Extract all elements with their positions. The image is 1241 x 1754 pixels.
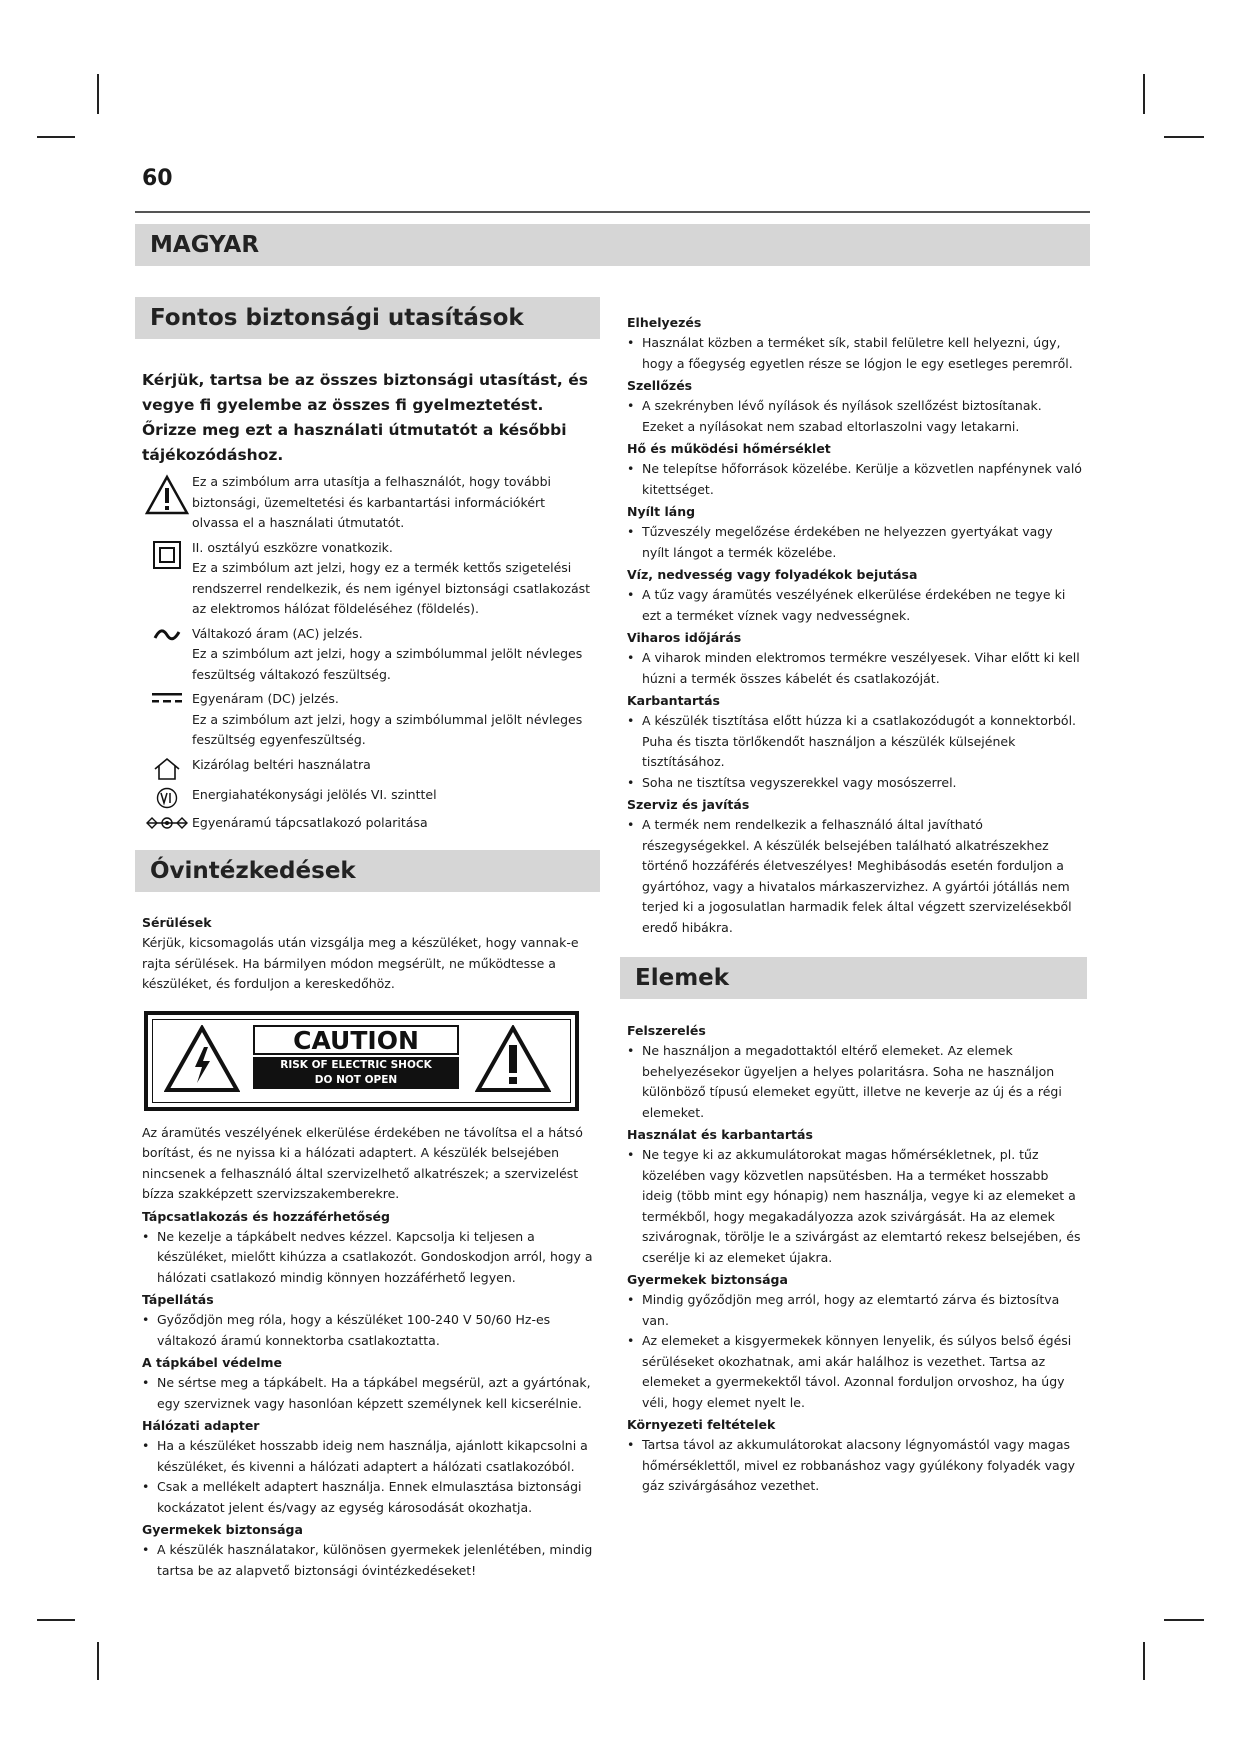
symbol-text: Ez a szimbólum azt jelzi, hogy a szimbólummal jelölt névleges feszültség egyenfeszültség. [192, 711, 583, 747]
symbol-row [142, 785, 595, 809]
header-rule [135, 211, 1090, 213]
symbol-text: II. osztályú eszközre vonatkozik. [192, 539, 393, 555]
caution-subtext [253, 1057, 459, 1089]
bullet-item: • Soha ne tisztítsa vegyszerekkel vagy mosószerrel. [627, 773, 1082, 794]
bullet-item: • A tűz vagy áramütés veszélyének elkerülése érdekében ne tegye ki ezt a terméket víznek vagy nedvességnek. [627, 585, 1082, 626]
symbol-text: Egyenáram (DC) jelzés. [192, 691, 339, 706]
bullet-item: • A termék nem rendelkezik a felhasználó által javítható részegységekkel. A készülék belsejében található alkatrészekhez történő hozzáférés életveszélyes! Meghibásodás esetén forduljon a gyártóhoz, vagy a hivatalos márkaszervizhez. A gyártói jótállás nem terjed ki a jogosulatlan harmadik felek által végzett szervizelésekből eredő hibákra. [627, 815, 1082, 938]
symbol-text: Egyenáramú tápcsatlakozó polaritása [192, 814, 428, 830]
subheading: Gyermekek biztonsága [627, 1272, 788, 1287]
symbol-row [142, 472, 595, 534]
paragraph: Az áramütés veszélyének elkerülése érdekében ne távolítsa el a hátsó borítást, és ne nyissa ki a hálózati adaptert. A készülék belsejében nincsenek a felhasználó által szervizelhető alkatrészek; a szervizelést bízza szakképzett szervizszakemberekre. [142, 1124, 583, 1201]
bullet-item: • Ne használjon a megadottaktól eltérő elemeket. Az elemek behelyezésekor ügyeljen a helyes polaritásra. Soha ne használjon különböző típusú elemeket együtt, illetve ne keverje az új és a régi elemeket. [627, 1041, 1082, 1123]
crop-mark [97, 74, 99, 114]
bullet-item: • A szekrényben lévő nyílások és nyílások szellőzést biztosítanak. Ezeket a nyílásokat nem szabad eltorlaszolni vagy letakarni. [627, 396, 1082, 437]
dc-symbol-icon [142, 689, 192, 705]
crop-mark [1164, 136, 1204, 138]
language-header: MAGYAR [135, 224, 1090, 266]
lightning-warning-icon [164, 1025, 240, 1093]
warning-triangle-icon [142, 472, 192, 516]
bullet-item: • Ne sértse meg a tápkábelt. Ha a tápkábel megsérül, azt a gyártónak, egy szerviznek vagy hasonlóan képzett személynek kell kicserélnie. [142, 1373, 595, 1414]
section-title-safety: Fontos biztonsági utasítások [135, 297, 600, 339]
left-column [142, 297, 595, 1581]
symbol-row [142, 689, 595, 751]
bullet-item: • A készülék tisztítása előtt húzza ki a csatlakozódugót a konnektorból. Puha és tiszta törlőkendőt használjon a készülék külsejének tisztításához. [627, 711, 1082, 773]
subheading: A tápkábel védelme [142, 1355, 283, 1370]
subheading: Tápellátás [142, 1292, 214, 1307]
subheading: Szellőzés [627, 378, 693, 393]
subheading: Tápcsatlakozás és hozzáférhetőség [142, 1208, 390, 1224]
crop-mark [37, 1619, 75, 1621]
subheading: Viharos időjárás [627, 630, 742, 645]
paragraph: Kérjük, kicsomagolás után vizsgálja meg a készüléket, hogy vannak-e rajta sérülések. Ha bármilyen módon megsérült, ne működtesse a készüléket, és forduljon a kereskedőhöz. [142, 935, 579, 991]
bullet-item: • Ne tegye ki az akkumulátorokat magas hőmérsékletnek, pl. tűz közelében vagy közvetlen napsütésben. Ha a terméket hosszabb ideig (több mint egy hónapig) nem használja, vegye ki az elemeket a termékből, hogy megakadályozza azok szivárgását. Ha az elemek szivárognak, törölje le a szivárgást az elemtartó rekesz belsejében, és cserélje ki az elemeket újakra. [627, 1145, 1082, 1268]
subheading: Felszerelés [627, 1023, 706, 1038]
crop-mark [97, 1642, 99, 1680]
subheading: Szerviz és javítás [627, 797, 750, 812]
symbol-row [142, 755, 595, 781]
section-title-batteries: Elemek [620, 957, 1087, 999]
crop-mark [1143, 1642, 1145, 1680]
caution-line: RISK OF ELECTRIC SHOCK [280, 1058, 432, 1071]
symbol-row [142, 624, 595, 686]
subheading: Elhelyezés [627, 315, 702, 330]
subheading: Hő és működési hőmérséklet [627, 441, 831, 456]
symbol-text: Energiahatékonysági jelölés VI. szinttel [192, 786, 437, 802]
symbol-row [142, 813, 595, 834]
bullet-item: • Mindig győződjön meg arról, hogy az elemtartó zárva és biztosítva van. [627, 1290, 1082, 1331]
caution-word: CAUTION [253, 1025, 459, 1055]
crop-mark [1164, 1619, 1204, 1621]
subheading: Hálózati adapter [142, 1418, 260, 1433]
crop-mark [1143, 74, 1145, 114]
indoor-house-icon [142, 755, 192, 781]
symbol-text: Ez a szimbólum azt jelzi, hogy ez a termék kettős szigetelési rendszerrel rendelkezik, és nem igényel biztonsági csatlakozást az elektromos hálózat földeléséhez (földelés). [192, 560, 591, 616]
subheading: Nyílt láng [627, 504, 696, 519]
bullet-item: • Győződjön meg róla, hogy a készüléket 100-240 V 50/60 Hz-es váltakozó áramú konnektorba csatlakoztatta. [142, 1310, 595, 1351]
subheading: Víz, nedvesség vagy folyadékok bejutása [627, 567, 918, 582]
exclamation-warning-icon [475, 1025, 551, 1093]
right-column [627, 311, 1082, 1497]
symbol-text: Ez a szimbólum azt jelzi, hogy a szimbólummal jelölt névleges feszültség váltakozó feszültség. [192, 646, 583, 682]
bullet-item: • Használat közben a terméket sík, stabil felületre kell helyezni, úgy, hogy a főegység egyetlen része se lógjon le egy esetleges peremről. [627, 333, 1082, 374]
bullet-item: • Tartsa távol az akkumulátorokat alacsony légnyomástól vagy magas hőmérséklettől, mivel ez robbanáshoz vagy gyúlékony folyadék vagy gáz szivárgásához vezethet. [627, 1435, 1082, 1497]
polarity-icon [142, 813, 192, 831]
bullet-item: • Az elemeket a kisgyermekek könnyen lenyelik, és súlyos belső égési sérüléseket okozhatnak, ami akár halálhoz is vezethet. Tartsa az elemeket a gyermekektől távol. Azonnal forduljon orvoshoz, ha úgy véli, hogy elemet nyelt le. [627, 1331, 1082, 1413]
intro-text: Kérjük, tartsa be az összes biztonsági utasítást, és vegye fi gyelembe az összes fi gyelmeztetést. Őrizze meg ezt a használati útmutatót a későbbi tájékozódáshoz. [142, 371, 588, 464]
symbol-row [142, 538, 595, 620]
double-insulation-icon [142, 538, 192, 570]
bullet-item: • A készülék használatakor, különösen gyermekek jelenlétében, mindig tartsa be az alapvető biztonsági óvintézkedéseket! [142, 1540, 595, 1581]
bullet-item: • A viharok minden elektromos termékre veszélyesek. Vihar előtt ki kell húzni a termék összes kábelét és csatlakozóját. [627, 648, 1082, 689]
caution-label [144, 1011, 579, 1111]
subheading: Használat és karbantartás [627, 1127, 813, 1142]
symbol-text: Kizárólag beltéri használatra [192, 756, 371, 772]
ac-tilde-icon [142, 624, 192, 644]
bullet-item: • Ne telepítse hőforrások közelébe. Kerülje a közvetlen napfénynek való kitettséget. [627, 459, 1082, 500]
symbol-text: Ez a szimbólum arra utasítja a felhasználót, hogy további biztonsági, üzemeltetési és karbantartási információkért olvassa el a használati útmutatót. [192, 474, 551, 530]
bullet-item: • Tűzveszély megelőzése érdekében ne helyezzen gyertyákat vagy nyílt lángot a termék közelébe. [627, 522, 1082, 563]
bullet-item: • Csak a mellékelt adaptert használja. Ennek elmulasztása biztonsági kockázatot jelent és/vagy az egység károsodását okozhatja. [142, 1477, 595, 1518]
symbol-text: Váltakozó áram (AC) jelzés. [192, 625, 363, 641]
bullet-item: • Ha a készüléket hosszabb ideig nem használja, ajánlott kikapcsolni a készüléket, és kivenni a hálózati adaptert a hálózati csatlakozóból. [142, 1436, 595, 1477]
subheading: Karbantartás [627, 693, 720, 708]
energy-vi-icon [142, 785, 192, 809]
page-number: 60 [142, 166, 173, 191]
crop-mark [37, 136, 75, 138]
subheading: Gyermekek biztonsága [142, 1522, 303, 1537]
subheading: Sérülések [142, 915, 212, 930]
caution-line: DO NOT OPEN [314, 1073, 398, 1086]
section-title-precautions: Óvintézkedések [135, 850, 600, 892]
bullet-item: • Ne kezelje a tápkábelt nedves kézzel. Kapcsolja ki teljesen a készüléket, mielőtt kihúzza a csatlakozót. Gondoskodjon arról, hogy a hálózati csatlakozó mindig könnyen hozzáférhető legyen. [142, 1227, 595, 1289]
subheading: Környezeti feltételek [627, 1417, 776, 1432]
